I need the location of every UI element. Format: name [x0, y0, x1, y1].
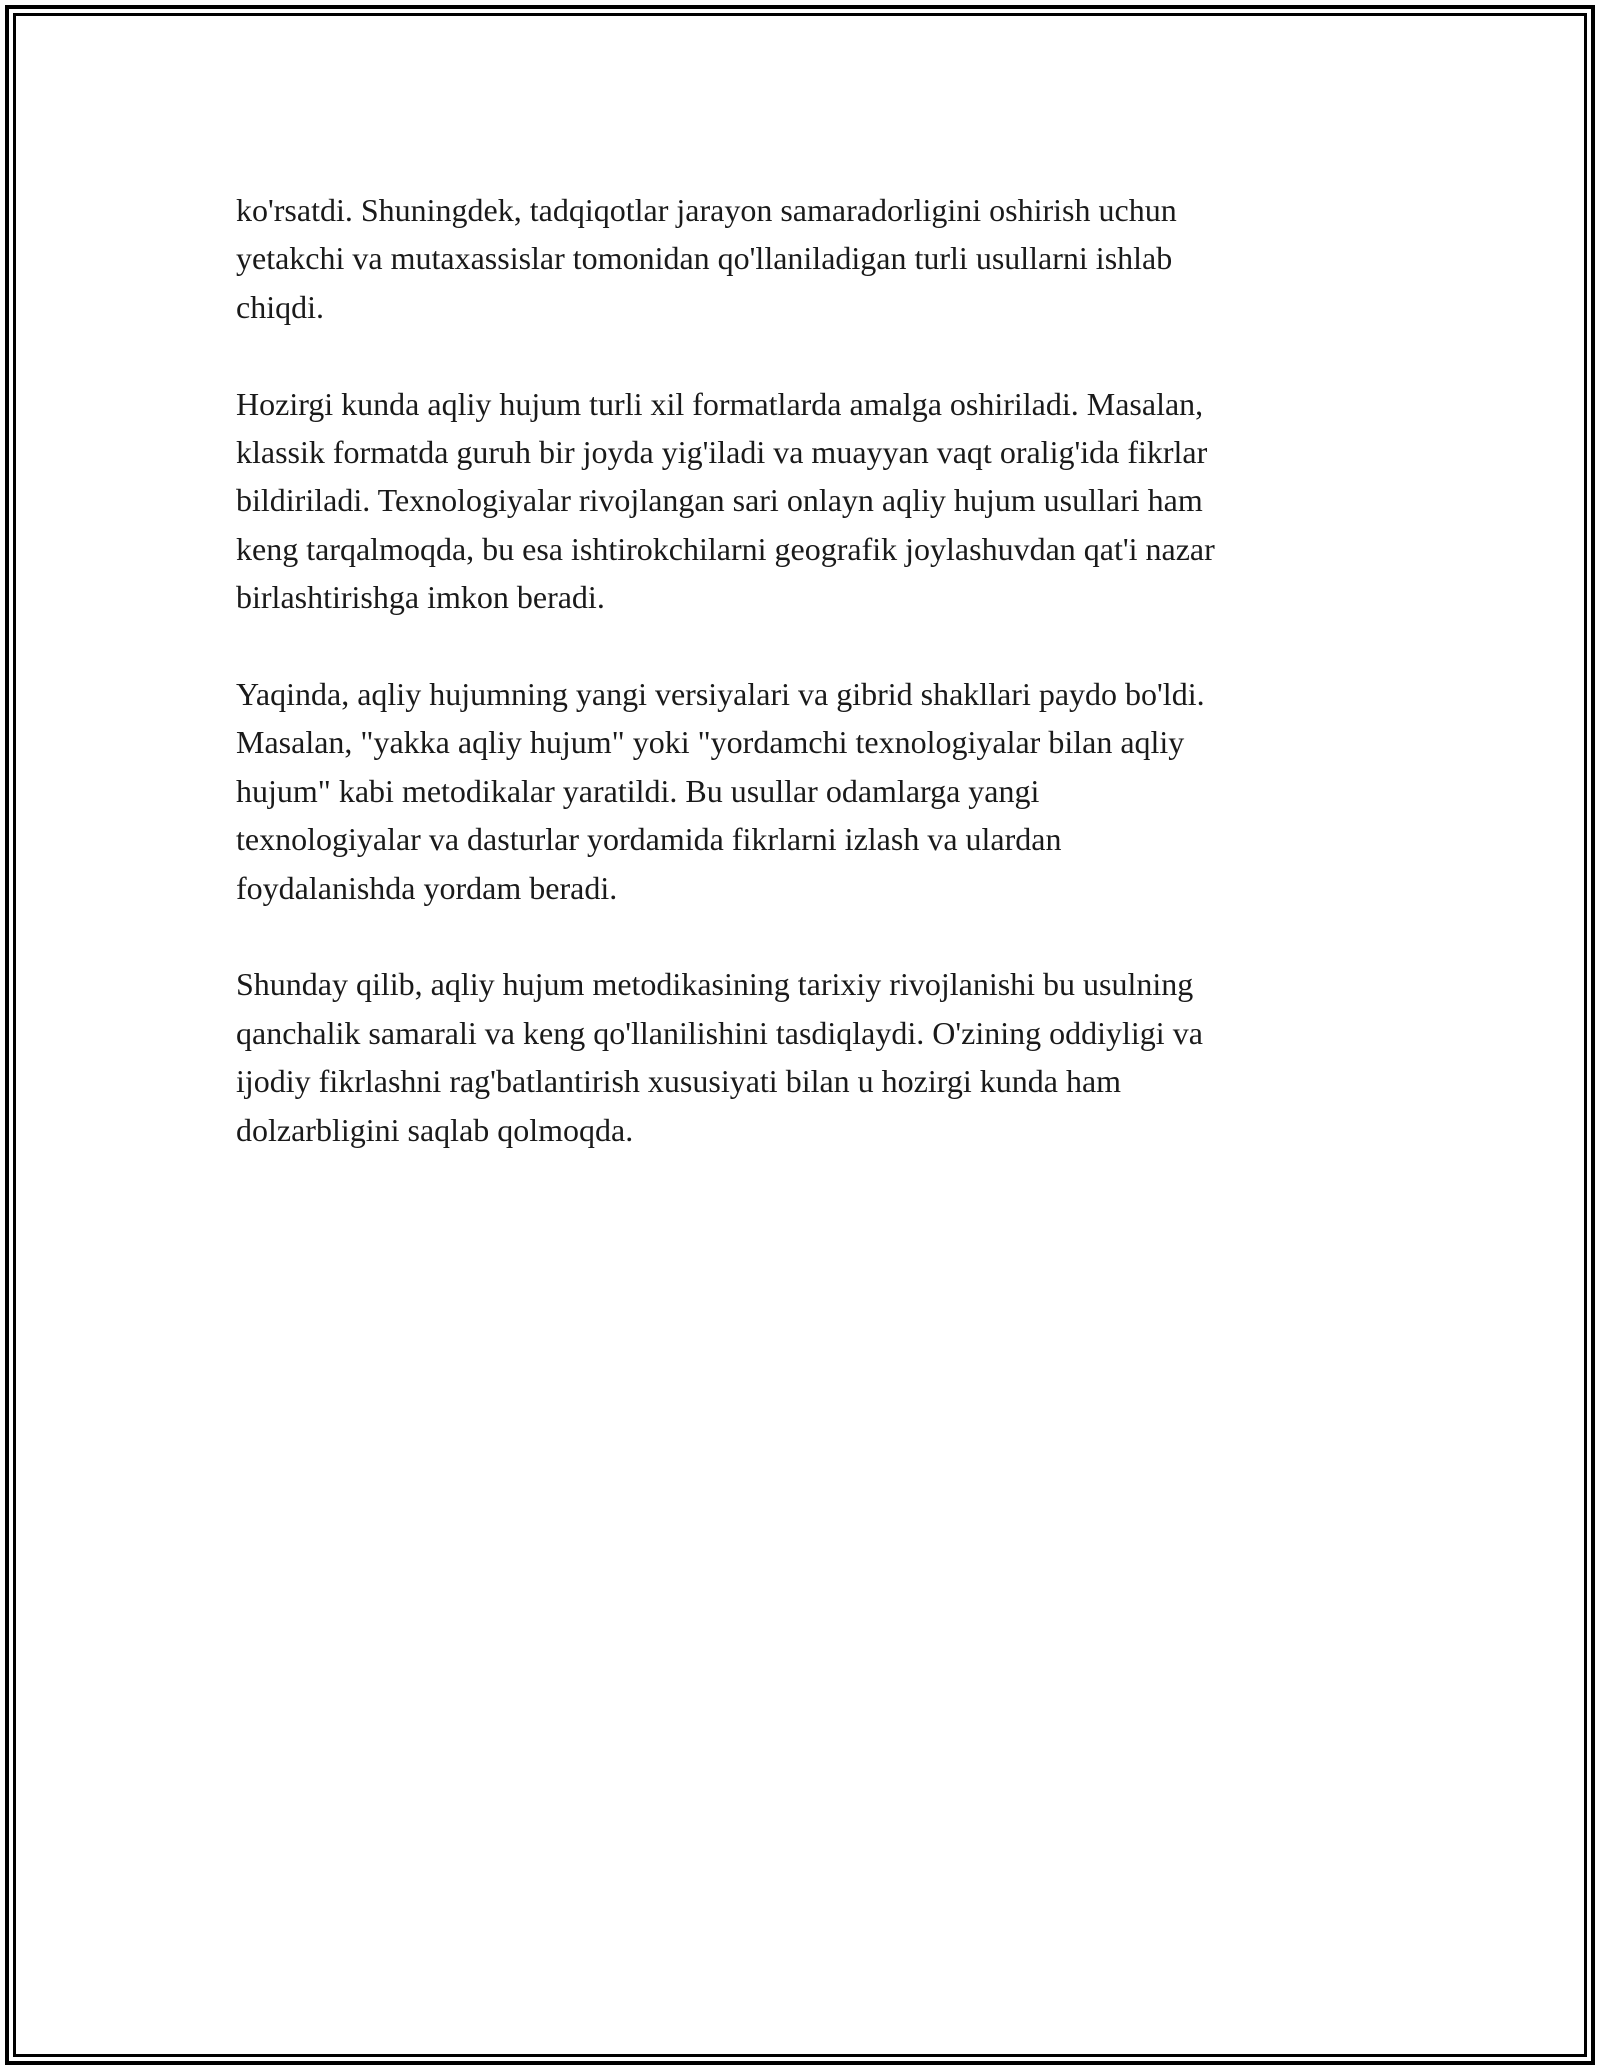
text-line: foydalanishda yordam beradi. [236, 869, 618, 906]
text-line: Shunday qilib, aqliy hujum metodikasining tarixiy rivojlanishi bu usulning [236, 966, 1194, 1003]
text-line: Hozirgi kunda aqliy hujum turli xil formatlarda amalga oshiriladi. Masalan, [236, 385, 1204, 422]
text-line: birlashtirishga imkon beradi. [236, 579, 605, 616]
text-line: ijodiy fikrlashni rag'batlantirish xususiyati bilan u hozirgi kunda ham [236, 1063, 1122, 1100]
text-line: Yaqinda, aqliy hujumning yangi versiyalari va gibrid shakllari paydo bo'ldi. [236, 676, 1205, 713]
paragraph-4 [236, 960, 1386, 1154]
paragraph-3 [236, 670, 1386, 912]
document-body [236, 186, 1386, 1202]
text-line: hujum" kabi metodikalar yaratildi. Bu usullar odamlarga yangi [236, 772, 1040, 809]
text-line: yetakchi va mutaxassislar tomonidan qo'llaniladigan turli usullarni ishlab [236, 240, 1173, 277]
text-line: bildiriladi. Texnologiyalar rivojlangan sari onlayn aqliy hujum usullari ham [236, 482, 1203, 519]
paragraph-2 [236, 380, 1386, 622]
text-line: chiqdi. [236, 288, 324, 325]
paragraph-1 [236, 186, 1386, 331]
text-line: ko'rsatdi. Shuningdek, tadqiqotlar jarayon samaradorligini oshirish uchun [236, 192, 1177, 228]
text-line: dolzarbligini saqlab qolmoqda. [236, 1111, 634, 1148]
text-line: klassik formatda guruh bir joyda yig'iladi va muayyan vaqt oralig'ida fikrlar [236, 434, 1208, 471]
text-line: texnologiyalar va dasturlar yordamida fikrlarni izlash va ulardan [236, 821, 1062, 858]
text-line: keng tarqalmoqda, bu esa ishtirokchilarni geografik joylashuvdan qat'i nazar [236, 530, 1215, 567]
text-line: Masalan, "yakka aqliy hujum" yoki "yordamchi texnologiyalar bilan aqliy [236, 724, 1185, 761]
text-line: qanchalik samarali va keng qo'llanilishini tasdiqlaydi. O'zining oddiyligi va [236, 1014, 1203, 1051]
